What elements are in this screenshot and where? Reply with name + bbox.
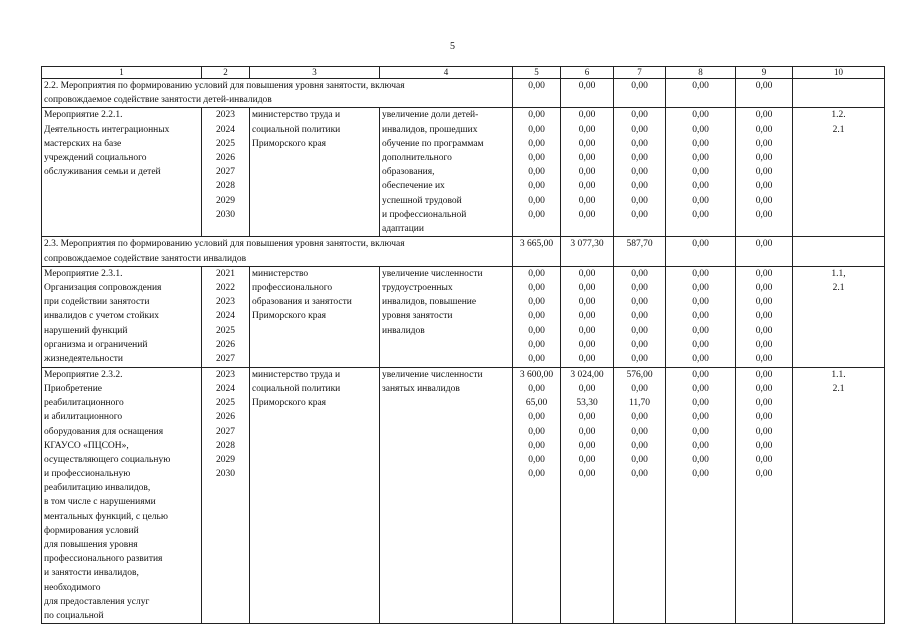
line-item: 0,00 <box>631 167 648 178</box>
line-item: профессионального <box>252 282 333 293</box>
executor-lines <box>252 267 377 324</box>
amount-list <box>616 267 663 366</box>
executor-lines <box>252 108 377 151</box>
measure-name-lines <box>44 267 199 366</box>
years-list <box>204 108 247 222</box>
line-item: 0,00 <box>528 426 545 437</box>
line-item: 0,00 <box>692 383 709 394</box>
line-item: 2030 <box>216 209 235 220</box>
line-item: 0,00 <box>631 412 648 423</box>
years-list <box>204 267 247 366</box>
line-item: 0,00 <box>692 268 709 279</box>
measure-name-lines <box>44 108 199 179</box>
line-item: 0,00 <box>631 311 648 322</box>
program-table <box>41 66 885 624</box>
line-item: инвалидов <box>382 325 425 336</box>
line-item: 0,00 <box>755 268 773 279</box>
amount-list <box>563 108 611 222</box>
line-item: 0,00 <box>528 124 545 135</box>
line-item: 2027 <box>216 426 235 437</box>
amounts-col9 <box>736 108 793 237</box>
line-item: 0,00 <box>528 311 545 322</box>
line-item: 0,00 <box>578 167 596 178</box>
line-item: 0,00 <box>692 138 709 149</box>
line-item: 0,00 <box>755 412 773 423</box>
line-item: 0,00 <box>578 339 596 350</box>
line-item: 0,00 <box>692 339 709 350</box>
line-item: 0,00 <box>755 297 773 308</box>
amounts-col5 <box>513 108 561 237</box>
line-item: образования и занятости <box>252 297 352 308</box>
line-item: 0,00 <box>578 282 596 293</box>
amounts-col5 <box>513 266 561 367</box>
line-item: обучение по программам <box>382 138 484 149</box>
amounts-col5 <box>513 367 561 623</box>
line-item: 0,00 <box>692 195 709 206</box>
line-item: 2.1 <box>832 383 845 394</box>
reference-cell <box>793 367 885 623</box>
amount-list <box>668 368 733 482</box>
result-cell <box>380 108 513 237</box>
line-item: 0,00 <box>631 138 648 149</box>
section-title <box>42 79 513 108</box>
line-item: 0,00 <box>631 353 648 364</box>
line-item: 2023 <box>216 110 235 121</box>
line-item: 0,00 <box>528 469 545 480</box>
line-item: 0,00 <box>692 152 709 163</box>
line-item: 2028 <box>216 440 235 451</box>
amount-cell: 3 077,30 <box>561 237 614 266</box>
line-item: 0,00 <box>755 339 773 350</box>
line-item: 2024 <box>216 124 235 135</box>
executor-lines <box>252 368 377 411</box>
amount-list <box>563 267 611 366</box>
line-item: для предоставления услуг <box>44 596 150 607</box>
amount-cell: 0,00 <box>736 79 793 108</box>
line-item: 0,00 <box>755 369 773 380</box>
line-item: министерство труда и <box>252 369 341 380</box>
line-item: 0,00 <box>755 138 773 149</box>
line-item: 0,00 <box>755 282 773 293</box>
line-item: 2029 <box>216 195 235 206</box>
amounts-col9 <box>736 367 793 623</box>
header-cell: 8 <box>666 67 736 79</box>
line-item: и профессиональной <box>382 209 467 220</box>
line-item: 576,00 <box>626 369 653 380</box>
line-item: 0,00 <box>692 440 709 451</box>
line-item: 0,00 <box>528 325 545 336</box>
reference-lines <box>795 368 882 396</box>
line-item: 0,00 <box>528 152 545 163</box>
line-item: трудоустроенных <box>382 282 453 293</box>
line-item: 0,00 <box>692 398 709 409</box>
line-item: 53,30 <box>576 398 598 409</box>
line-item: 0,00 <box>631 195 648 206</box>
line-item: 11,70 <box>628 398 651 409</box>
line-item: 2027 <box>216 353 235 364</box>
line-item: 0,00 <box>631 152 648 163</box>
amount-cell: 587,70 <box>614 237 666 266</box>
amount-list <box>616 368 663 482</box>
line-item: при содействии занятости <box>44 297 150 308</box>
line-item: 1.1, <box>831 268 846 279</box>
header-cell: 10 <box>793 67 885 79</box>
line-item: 2023 <box>216 297 235 308</box>
amount-list <box>515 368 558 482</box>
line-item: 2.3. Мероприятия по формированию условий для повышения уровня занятости, включая <box>44 239 405 250</box>
line-item: КГАУСО «ПЦСОН», <box>44 440 129 451</box>
amounts-col7 <box>614 266 666 367</box>
line-item: 0,00 <box>578 138 596 149</box>
line-item: 0,00 <box>755 181 773 192</box>
line-item: 0,00 <box>528 339 545 350</box>
reference-lines <box>795 108 882 136</box>
line-item: 0,00 <box>578 311 596 322</box>
line-item: успешной трудовой <box>382 195 462 206</box>
line-item: 2026 <box>216 339 235 350</box>
section-row-2-3 <box>42 237 885 266</box>
line-item: 0,00 <box>578 325 596 336</box>
line-item: 0,00 <box>692 454 709 465</box>
amounts-col7 <box>614 367 666 623</box>
line-item: организма и ограничений <box>44 339 148 350</box>
measure-name-lines <box>44 368 199 623</box>
header-cell: 4 <box>380 67 513 79</box>
amounts-col6 <box>561 367 614 623</box>
line-item: 0,00 <box>631 383 648 394</box>
result-cell <box>380 266 513 367</box>
line-item: 0,00 <box>755 325 773 336</box>
amount-cell: 0,00 <box>614 79 666 108</box>
line-item: занятых инвалидов <box>382 383 460 394</box>
line-item: 2025 <box>216 325 235 336</box>
result-lines <box>382 108 510 236</box>
header-cell: 5 <box>513 67 561 79</box>
line-item: 0,00 <box>631 339 648 350</box>
line-item: 2.1 <box>832 124 845 135</box>
line-item: 0,00 <box>692 469 709 480</box>
years-list <box>204 368 247 482</box>
page-number: 5 <box>450 41 455 52</box>
section-title-lines <box>44 79 510 107</box>
line-item: реабилитационного <box>44 398 124 409</box>
amounts-col8 <box>666 266 736 367</box>
line-item: ментальных функций, с целью <box>44 511 168 522</box>
line-item: министерство труда и <box>252 110 341 121</box>
line-item: 2030 <box>216 469 235 480</box>
line-item: и занятости инвалидов, <box>44 568 139 579</box>
line-item: 0,00 <box>631 209 648 220</box>
line-item: адаптации <box>382 223 424 234</box>
line-item: 0,00 <box>692 167 709 178</box>
line-item: и абилитационного <box>44 412 123 423</box>
executor-cell <box>250 108 380 237</box>
line-item: 0,00 <box>578 181 596 192</box>
amounts-col7 <box>614 108 666 237</box>
line-item: для повышения уровня <box>44 540 138 550</box>
line-item: 0,00 <box>528 282 545 293</box>
line-item: 0,00 <box>692 353 709 364</box>
line-item: 0,00 <box>528 195 545 206</box>
line-item: 0,00 <box>631 426 648 437</box>
executor-cell <box>250 367 380 623</box>
amount-list <box>515 267 558 366</box>
line-item: необходимого <box>44 582 101 593</box>
line-item: 0,00 <box>578 110 596 121</box>
line-item: нарушений функций <box>44 325 128 336</box>
line-item: 0,00 <box>528 110 545 121</box>
line-item: 2025 <box>216 138 235 149</box>
line-item: 2024 <box>216 383 235 394</box>
line-item: 2024 <box>216 311 235 322</box>
line-item: и профессиональную <box>44 469 131 480</box>
line-item: 0,00 <box>692 297 709 308</box>
line-item: 0,00 <box>755 152 773 163</box>
line-item: оборудования для оснащения <box>44 426 164 437</box>
line-item: 0,00 <box>631 469 648 480</box>
header-cell: 9 <box>736 67 793 79</box>
line-item: Приморского края <box>252 138 327 149</box>
measure-name <box>42 266 202 367</box>
line-item: Деятельность интеграционных <box>44 124 170 135</box>
line-item: обслуживания семьи и детей <box>44 167 161 178</box>
measure-row-2-2-1 <box>42 108 885 237</box>
line-item: 0,00 <box>631 297 648 308</box>
line-item: 0,00 <box>528 181 545 192</box>
line-item: Мероприятие 2.2.1. <box>44 110 123 121</box>
line-item: мастерских на базе <box>44 138 122 149</box>
measure-name <box>42 367 202 623</box>
amount-cell: 0,00 <box>513 79 561 108</box>
line-item: Организация сопровождения <box>44 282 162 293</box>
line-item: 0,00 <box>755 167 773 178</box>
amount-list <box>668 108 733 222</box>
line-item: социальной политики <box>252 383 341 394</box>
line-item: 0,00 <box>692 110 709 121</box>
line-item: в том числе с нарушениями <box>44 497 156 508</box>
line-item: 2.1 <box>832 282 845 293</box>
line-item: 0,00 <box>528 440 545 451</box>
line-item: обеспечение их <box>382 181 445 192</box>
amount-cell: 3 665,00 <box>513 237 561 266</box>
amount-cell: 0,00 <box>666 237 736 266</box>
line-item: 0,00 <box>528 412 545 423</box>
empty-cell <box>793 237 885 266</box>
section-title <box>42 237 513 266</box>
measure-row-2-3-2 <box>42 367 885 623</box>
line-item: инвалидов, прошедших <box>382 124 478 135</box>
header-cell: 6 <box>561 67 614 79</box>
amount-list <box>738 267 790 366</box>
line-item: 2.2. Мероприятия по формированию условий для повышения уровня занятости, включая <box>44 81 405 91</box>
line-item: Приморского края <box>252 311 327 322</box>
header-cell: 2 <box>202 67 250 79</box>
line-item: 0,00 <box>578 124 596 135</box>
amounts-col8 <box>666 108 736 237</box>
line-item: сопровождаемое содействие занятости инвалидов <box>44 253 247 264</box>
line-item: 0,00 <box>528 353 545 364</box>
amount-cell: 0,00 <box>666 79 736 108</box>
line-item: 2029 <box>216 454 235 465</box>
line-item: инвалидов с учетом стойких <box>44 311 159 322</box>
column-number-header <box>42 67 885 79</box>
line-item: 2023 <box>216 369 235 380</box>
line-item: 0,00 <box>755 195 773 206</box>
line-item: 0,00 <box>631 110 648 121</box>
line-item: 2028 <box>216 181 235 192</box>
line-item: 2022 <box>216 282 235 293</box>
line-item: увеличение численности <box>382 268 483 279</box>
line-item: 0,00 <box>578 195 596 206</box>
line-item: 0,00 <box>631 454 648 465</box>
line-item: 0,00 <box>755 209 773 220</box>
line-item: 2021 <box>216 268 235 279</box>
empty-cell <box>793 79 885 108</box>
line-item: осуществляющего социальную <box>44 454 171 465</box>
line-item: формирования условий <box>44 525 139 536</box>
line-item: 0,00 <box>692 426 709 437</box>
years-cell <box>202 108 250 237</box>
line-item: Мероприятие 2.3.1. <box>44 268 123 279</box>
amount-list <box>563 368 611 482</box>
line-item: 0,00 <box>755 353 773 364</box>
line-item: 0,00 <box>578 454 596 465</box>
line-item: 0,00 <box>692 282 709 293</box>
line-item: 0,00 <box>528 209 545 220</box>
line-item: Приобретение <box>44 383 102 394</box>
line-item: 1.1. <box>831 369 846 380</box>
line-item: 0,00 <box>578 383 596 394</box>
line-item: 0,00 <box>528 454 545 465</box>
line-item: инвалидов, повышение <box>382 297 477 308</box>
section-title-lines <box>44 237 510 265</box>
line-item: 0,00 <box>528 167 545 178</box>
line-item: 0,00 <box>528 297 545 308</box>
line-item: Приморского края <box>252 398 327 409</box>
line-item: по социальной <box>44 610 104 621</box>
amounts-col6 <box>561 108 614 237</box>
line-item: 2025 <box>216 398 235 409</box>
executor-cell <box>250 266 380 367</box>
line-item: 65,00 <box>525 398 548 409</box>
line-item: 0,00 <box>578 209 596 220</box>
line-item: 0,00 <box>755 383 773 394</box>
line-item: 0,00 <box>755 124 773 135</box>
amounts-col6 <box>561 266 614 367</box>
line-item: 0,00 <box>528 268 545 279</box>
line-item: профессионального развития <box>44 554 163 565</box>
line-item: увеличение численности <box>382 369 483 380</box>
line-item: Мероприятие 2.3.2. <box>44 369 123 380</box>
line-item: жизнедеятельности <box>44 353 123 364</box>
section-row-2-2 <box>42 79 885 108</box>
line-item: 0,00 <box>755 469 773 480</box>
line-item: 0,00 <box>755 311 773 322</box>
amount-list <box>668 267 733 366</box>
line-item: 0,00 <box>755 440 773 451</box>
line-item: 3 600,00 <box>519 369 554 380</box>
amount-list <box>616 108 663 222</box>
line-item: учреждений социального <box>44 152 147 163</box>
line-item: 0,00 <box>755 110 773 121</box>
line-item: реабилитацию инвалидов, <box>44 483 151 494</box>
years-cell <box>202 367 250 623</box>
measure-row-2-3-1 <box>42 266 885 367</box>
line-item: 2027 <box>216 167 235 178</box>
line-item: министерство <box>252 268 309 279</box>
line-item: 0,00 <box>631 282 648 293</box>
line-item: 0,00 <box>692 124 709 135</box>
line-item: 0,00 <box>578 412 596 423</box>
amount-list <box>738 368 790 482</box>
line-item: 0,00 <box>692 369 709 380</box>
amount-cell: 0,00 <box>736 237 793 266</box>
line-item: 3 024,00 <box>570 369 604 380</box>
amount-list <box>515 108 558 222</box>
result-lines <box>382 368 510 396</box>
line-item: 0,00 <box>578 353 596 364</box>
result-cell <box>380 367 513 623</box>
line-item: 0,00 <box>528 383 545 394</box>
line-item: 2026 <box>216 152 235 163</box>
line-item: 0,00 <box>578 469 596 480</box>
line-item: 0,00 <box>692 412 709 423</box>
amounts-col9 <box>736 266 793 367</box>
line-item: 0,00 <box>631 124 648 135</box>
line-item: сопровождаемое содействие занятости детей-инвалидов <box>44 95 272 106</box>
line-item: 0,00 <box>692 311 709 322</box>
header-cell: 1 <box>42 67 202 79</box>
line-item: 0,00 <box>755 454 773 465</box>
line-item: 0,00 <box>755 398 773 409</box>
result-lines <box>382 267 510 338</box>
line-item: 0,00 <box>578 426 596 437</box>
line-item: 0,00 <box>692 325 709 336</box>
reference-lines <box>795 267 882 295</box>
line-item: 0,00 <box>692 181 709 192</box>
line-item: 0,00 <box>631 325 648 336</box>
line-item: 0,00 <box>631 181 648 192</box>
line-item: 0,00 <box>631 440 648 451</box>
years-cell <box>202 266 250 367</box>
amount-list <box>738 108 790 222</box>
line-item: дополнительного <box>382 152 452 163</box>
line-item: 0,00 <box>578 440 596 451</box>
line-item: 0,00 <box>631 268 648 279</box>
amounts-col8 <box>666 367 736 623</box>
reference-cell <box>793 108 885 237</box>
line-item: 0,00 <box>578 297 596 308</box>
line-item: 2026 <box>216 412 235 423</box>
line-item: 0,00 <box>528 138 545 149</box>
line-item: 0,00 <box>755 426 773 437</box>
line-item: 0,00 <box>578 152 596 163</box>
line-item: образования, <box>382 167 435 178</box>
line-item: 0,00 <box>692 209 709 220</box>
measure-name <box>42 108 202 237</box>
line-item: 1.2. <box>831 110 846 121</box>
amount-cell: 0,00 <box>561 79 614 108</box>
line-item: увеличение доли детей- <box>382 110 479 121</box>
header-cell: 7 <box>614 67 666 79</box>
line-item: социальной политики <box>252 124 341 135</box>
line-item: 0,00 <box>578 268 596 279</box>
header-cell: 3 <box>250 67 380 79</box>
reference-cell <box>793 266 885 367</box>
line-item: уровня занятости <box>382 311 453 322</box>
